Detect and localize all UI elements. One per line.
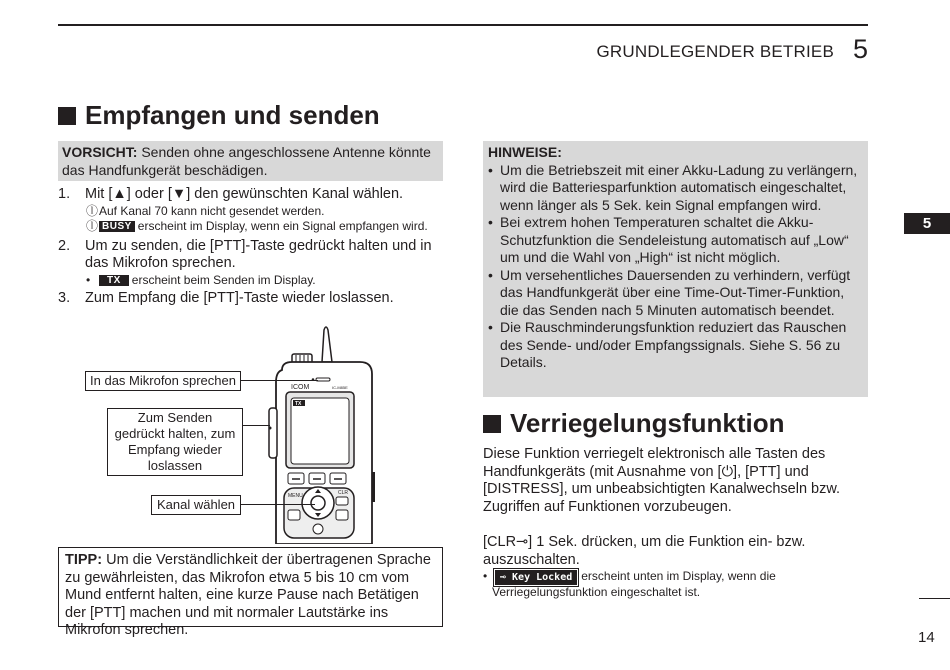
callout-channel: Kanal wählen	[151, 495, 241, 515]
chapter-tab: 5	[904, 213, 950, 234]
key-locked-badge: ⊸ Key Locked	[495, 570, 577, 585]
busy-badge: BUSY	[99, 221, 135, 232]
caution-label: VORSICHT:	[62, 144, 138, 160]
list-item: • Um versehentliches Dauersenden zu verhindern, verfügt das Handfunkgerät über eine Time-Out-Timer-Funktion, die das Senden nach 5 Minuten automatisch beendet.	[488, 266, 851, 318]
radio-illustration	[260, 322, 390, 544]
leader-line-channel	[241, 504, 315, 505]
caution-box	[58, 141, 443, 181]
note-icon: ⓛ	[86, 218, 99, 233]
lock-description: Diese Funktion verriegelt elektronisch alle Tasten des Handfunkgeräts (mit Ausnahme von [⏻], [PTT] und [DISTRESS], um unbeabsichtigten Kanalwechseln bzw. Zugriffen auf Funktionen vorzubeugen.	[483, 446, 841, 515]
heading-lock-function: Verriegelungsfunktion	[483, 408, 785, 439]
callout-ptt: Zum Senden gedrückt halten, zum Empfang wieder loslassen	[107, 408, 243, 476]
screen-tx-label: TX	[295, 401, 302, 407]
steps-list	[58, 186, 443, 307]
menu-key-label: MENU	[288, 493, 303, 499]
page-number: 14	[918, 629, 935, 646]
tip-text: Um die Verständlichkeit der übertragenen Sprache zu gewährleisten, das Mikrofon etwa 5 bis 10 cm vom Mund entfernt halten, eine kurze Pause nach Betätigen der [PTT] machen und mit normaler Lautstärke ins Mikrofon sprechen.	[65, 552, 431, 638]
note-tx: • TX erscheint beim Senden im Display.	[86, 272, 316, 287]
step-3: 3. Zum Empfang die [PTT]-Taste wieder loslassen.	[58, 289, 394, 306]
list-item: • Die Rauschminderungsfunktion reduziert das Rauschen des Sende- und/oder Empfangssignals. Siehe S. 56 zu Details.	[488, 319, 847, 370]
section-title: GRUNDLEGENDER BETRIEB	[596, 42, 834, 61]
tip-label: TIPP:	[65, 552, 103, 568]
note-icon: ⓛ	[86, 203, 99, 218]
notes-label: HINWEISE:	[488, 144, 562, 160]
note-busy: ⓛ BUSY erscheint im Display, wenn ein Signal empfangen wird.	[86, 218, 428, 233]
square-bullet-icon	[483, 415, 501, 433]
heading-receive-transmit: Empfangen und senden	[58, 100, 380, 131]
key-locked-note: • ⊸ Key Locked erscheint unten im Display, wenn die Verriegelungsfunktion eingeschaltet ist.	[483, 569, 776, 599]
caution-text: Senden ohne angeschlossene Antenne könnte das Handfunkgerät beschädigen.	[62, 144, 431, 178]
bullet-icon: •	[483, 569, 488, 583]
callout-mic: In das Mikrofon sprechen	[85, 371, 241, 391]
svg-text:IC-M85E: IC-M85E	[332, 385, 348, 390]
note-channel-70: ⓛ Auf Kanal 70 kann nicht gesendet werden.	[86, 203, 325, 218]
header-rule	[58, 24, 868, 26]
bullet-icon: •	[86, 272, 91, 287]
leader-line-ptt	[243, 425, 270, 426]
tip-box	[58, 547, 443, 638]
list-item: • Bei extrem hohen Temperaturen schaltet die Akku-Schutzfunktion die Sendeleistung automatisch auf „Low“ um und die Wahl von „High“ ist nicht möglich.	[488, 214, 849, 265]
chapter-number: 5	[852, 34, 868, 64]
lock-instruction: [CLR⊸] 1 Sek. drücken, um die Funktion ein- bzw. auszuschalten.	[483, 534, 806, 568]
leader-line-mic	[241, 380, 318, 381]
list-item: • Um die Betriebszeit mit einer Akku-Ladung zu verlängern, wird die Batteriesparfunktion automatisch eingeschaltet, wenn länger als 5 Sek. kein Signal empfangen wird.	[488, 161, 858, 213]
notes-list	[488, 162, 863, 372]
step-1: 1. Mit [▲] oder [▼] den gewünschten Kanal wählen.	[58, 186, 404, 202]
tx-badge: TX	[99, 275, 129, 286]
footer-rule	[919, 598, 950, 599]
clr-key-label: CLR	[338, 490, 349, 496]
notes-box	[483, 141, 868, 397]
step-2: 2. Um zu senden, die [PTT]-Taste gedrückt halten und in das Mikrofon sprechen.	[58, 237, 432, 271]
square-bullet-icon	[58, 107, 76, 125]
brand-label: ICOM	[291, 384, 310, 391]
